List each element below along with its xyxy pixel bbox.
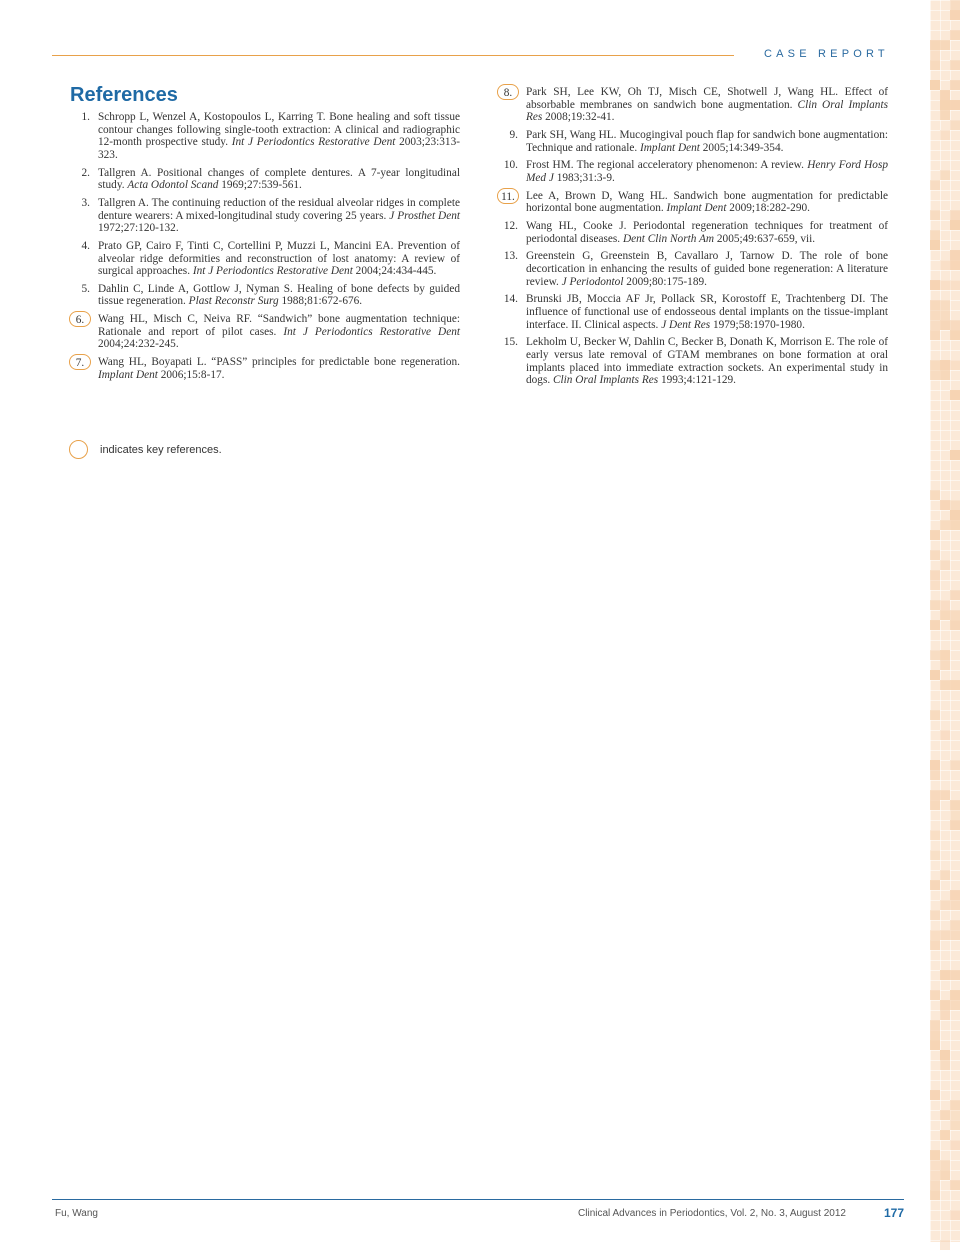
decorative-tile <box>930 1090 940 1100</box>
decorative-tile <box>940 520 950 530</box>
decorative-tile <box>940 660 950 670</box>
decorative-tile <box>930 1170 940 1180</box>
decorative-tile <box>950 1140 960 1150</box>
decorative-tile <box>930 80 940 90</box>
decorative-tile <box>940 1130 950 1140</box>
decorative-tile <box>940 280 950 290</box>
decorative-tile <box>950 820 960 830</box>
decorative-tile <box>950 620 960 630</box>
decorative-tile <box>930 40 940 50</box>
decorative-tile <box>940 930 950 940</box>
decorative-tile <box>930 1160 940 1170</box>
reference-text: Lekholm U, Becker W, Dahlin C, Becker B, Donath K, Morrison E. The role of early versus late removal of GTAM membranes on bone formation at oral implants placed into immediate extraction sockets. An experimental study in dogs. Clin Oral Implants Res 1993;4:121-129. <box>526 336 888 387</box>
footer-journal-citation: Clinical Advances in Periodontics, Vol. 2, No. 3, August 2012 <box>578 1208 846 1219</box>
decorative-tile <box>950 10 960 20</box>
decorative-tile <box>940 610 950 620</box>
decorative-tile <box>950 450 960 460</box>
decorative-tile <box>950 760 960 770</box>
reference-text: Greenstein G, Greenstein B, Cavallaro J, Tarnow D. The role of bone decortication in enhancing the results of guided bone regeneration: A literature review. J Periodontol 2009;80:175-189. <box>526 250 888 288</box>
decorative-tile <box>940 110 950 120</box>
decorative-tile <box>950 1100 960 1110</box>
decorative-tile <box>950 610 960 620</box>
reference-item <box>70 111 460 161</box>
reference-text: Wang HL, Misch C, Neiva RF. “Sandwich” bone augmentation technique: Rationale and report of pilot cases. Int J Periodontics Restorative Dent 2004;24:232-245. <box>98 313 461 351</box>
decorative-tile <box>940 40 950 50</box>
decorative-tile <box>940 730 950 740</box>
reference-text: Schropp L, Wenzel A, Kostopoulos L, Karring T. Bone healing and soft tissue contour changes following single-tooth extraction: A clinical and radiographic 12-month prospective study. Int J Periodontics Restorative Dent 2003;23:313-323. <box>98 111 460 161</box>
key-references-legend <box>69 440 222 459</box>
decorative-tile <box>930 490 940 500</box>
reference-text: Tallgren A. The continuing reduction of the residual alveolar ridges in complete denture wearers: A mixed-longitudinal study covering 25 years. J Prosthet Dent 1972;27:120-132. <box>98 196 460 235</box>
reference-number: 10. <box>503 159 518 172</box>
decorative-tile <box>930 760 940 770</box>
reference-number: 15. <box>503 336 518 349</box>
decorative-tile <box>930 670 940 680</box>
decorative-tile <box>950 890 960 900</box>
reference-text: Brunski JB, Moccia AF Jr, Pollack SR, Korostoff E, Trachtenberg DI. The influence of functional use of endosseous dental implants on the tissue-implant interface. II. Clinical aspects. J Dent Res 1979;58:1970-1980. <box>526 293 888 331</box>
decorative-tile <box>930 240 940 250</box>
decorative-tile <box>930 1150 940 1160</box>
decorative-tile <box>950 210 960 220</box>
decorative-tile <box>940 1010 950 1020</box>
reference-text: Lee A, Brown D, Wang HL. Sandwich bone augmentation for predictable horizontal bone augmentation. Implant Dent 2009;18:282-290. <box>526 189 888 215</box>
decorative-tile <box>950 100 960 110</box>
decorative-tile <box>950 810 960 820</box>
decorative-tile <box>930 580 940 590</box>
references-heading: References <box>70 84 178 106</box>
reference-text: Park SH, Lee KW, Oh TJ, Misch CE, Shotwell J, Wang HL. Effect of absorbable membranes on sandwich bone augmentation. Clin Oral Implants Res 2008;19:32-41. <box>526 86 888 124</box>
reference-number: 12. <box>503 220 518 233</box>
decorative-tile <box>930 280 940 290</box>
decorative-tile <box>930 50 940 60</box>
decorative-tile <box>930 990 940 1000</box>
reference-number: 3. <box>81 196 90 209</box>
decorative-tile <box>950 220 960 230</box>
decorative-tile <box>950 390 960 400</box>
key-reference-circle-icon <box>69 440 88 459</box>
decorative-tile <box>950 330 960 340</box>
page-number: 177 <box>883 1206 904 1220</box>
reference-item <box>498 129 888 154</box>
decorative-tile <box>930 600 940 610</box>
decorative-tile <box>950 680 960 690</box>
decorative-tile <box>950 1000 960 1010</box>
decorative-tile <box>930 830 940 840</box>
decorative-tile <box>950 250 960 260</box>
decorative-tile <box>930 530 940 540</box>
decorative-tile <box>940 130 950 140</box>
reference-item <box>70 197 460 235</box>
decorative-tile <box>940 650 950 660</box>
reference-item <box>498 159 888 184</box>
footer-authors: Fu, Wang <box>55 1208 98 1219</box>
decorative-tile <box>950 800 960 810</box>
decorative-tile <box>950 1180 960 1190</box>
references-right-column <box>498 86 888 392</box>
decorative-tile <box>930 1180 940 1190</box>
decorative-tile <box>930 930 940 940</box>
decorative-tile <box>940 360 950 370</box>
decorative-tile <box>930 650 940 660</box>
reference-number: 5. <box>81 282 90 295</box>
decorative-tile <box>940 870 950 880</box>
reference-text: Tallgren A. Positional changes of complete dentures. A 7-year longitudinal study. Acta Odontol Scand 1969;27:539-561. <box>98 166 460 192</box>
decorative-tile <box>930 800 940 810</box>
decorative-tile <box>940 310 950 320</box>
decorative-tile <box>950 280 960 290</box>
reference-item <box>70 283 460 308</box>
decorative-tile <box>940 560 950 570</box>
decorative-tile <box>930 710 940 720</box>
section-label: CASE REPORT <box>764 48 889 60</box>
reference-text: Prato GP, Cairo F, Tinti C, Cortellini P, Muzzi L, Mancini EA. Prevention of alveolar ridge deformities and reconstruction of lost anatomy: A review of surgical approaches. Int J Periodontics Restorative Dent 2004;24:434-445. <box>98 239 460 278</box>
key-reference-number: 11. <box>497 188 519 204</box>
key-reference-number: 6. <box>69 311 91 327</box>
decorative-tile <box>950 500 960 510</box>
decorative-tile <box>940 1050 950 1060</box>
decorative-tile <box>940 170 950 180</box>
decorative-tile <box>940 1060 950 1070</box>
decorative-tile <box>950 260 960 270</box>
reference-text: Frost HM. The regional acceleratory phenomenon: A review. Henry Ford Hosp Med J 1983;31:3-9. <box>526 159 888 184</box>
decorative-tile <box>930 370 940 380</box>
reference-item <box>498 293 888 331</box>
decorative-tile <box>930 790 940 800</box>
decorative-tile <box>950 920 960 930</box>
decorative-tile <box>930 880 940 890</box>
decorative-tile <box>930 180 940 190</box>
decorative-tile <box>930 230 940 240</box>
decorative-tile <box>940 1000 950 1010</box>
decorative-tile <box>930 850 940 860</box>
reference-item <box>70 240 460 278</box>
decorative-side-strip <box>930 0 960 1242</box>
decorative-tile <box>930 570 940 580</box>
reference-item <box>70 356 460 381</box>
reference-item <box>70 167 460 192</box>
decorative-tile <box>930 360 940 370</box>
reference-number: 4. <box>81 239 90 252</box>
decorative-tile <box>950 1120 960 1130</box>
reference-text: Dahlin C, Linde A, Gottlow J, Nyman S. Healing of bone defects by guided tissue regeneration. Plast Reconstr Surg 1988;81:672-676. <box>98 282 460 308</box>
reference-text: Wang HL, Boyapati L. “PASS” principles for predictable bone regeneration. Implant Dent 2006;15:8-17. <box>98 356 460 381</box>
decorative-tile <box>930 60 940 70</box>
decorative-tile <box>950 510 960 520</box>
decorative-tile <box>930 330 940 340</box>
decorative-tile <box>930 1030 940 1040</box>
decorative-tile <box>950 360 960 370</box>
decorative-tile <box>930 1020 940 1030</box>
key-reference-number: 7. <box>69 354 91 370</box>
decorative-tile <box>950 1110 960 1120</box>
decorative-tile <box>940 1160 950 1170</box>
reference-item <box>498 190 888 215</box>
reference-item <box>498 336 888 386</box>
decorative-tile <box>940 260 950 270</box>
decorative-tile <box>950 520 960 530</box>
legend-label: indicates key references. <box>100 443 222 456</box>
decorative-tile <box>930 620 940 630</box>
decorative-tile <box>950 0 960 10</box>
decorative-tile <box>950 970 960 980</box>
decorative-tile <box>940 370 950 380</box>
reference-number: 1. <box>81 111 90 123</box>
decorative-tile <box>950 990 960 1000</box>
decorative-tile <box>940 790 950 800</box>
decorative-tile <box>930 910 940 920</box>
header-rule <box>52 55 734 56</box>
decorative-tile <box>930 300 940 310</box>
decorative-tile <box>940 300 950 310</box>
decorative-tile <box>930 320 940 330</box>
reference-number: 13. <box>503 250 518 263</box>
decorative-tile <box>950 590 960 600</box>
decorative-tile <box>930 310 940 320</box>
reference-item <box>498 220 888 245</box>
decorative-tile <box>950 930 960 940</box>
decorative-tile <box>950 30 960 40</box>
references-left-column <box>70 111 460 387</box>
decorative-tile <box>940 600 950 610</box>
footer-rule <box>52 1199 904 1200</box>
reference-item <box>498 250 888 288</box>
decorative-tile <box>930 1040 940 1050</box>
decorative-tile <box>930 550 940 560</box>
reference-item <box>70 313 460 351</box>
decorative-tile <box>930 940 940 950</box>
reference-number: 9. <box>509 128 518 141</box>
reference-text: Park SH, Wang HL. Mucogingival pouch flap for sandwich bone augmentation: Technique and rationale. Implant Dent 2005;14:349-354. <box>526 128 888 154</box>
decorative-tile <box>940 1170 950 1180</box>
decorative-tile <box>940 970 950 980</box>
reference-text: Wang HL, Cooke J. Periodontal regeneration techniques for treatment of periodontal diseases. Dent Clin North Am 2005;49:637-659, vii. <box>526 220 888 245</box>
reference-number: 2. <box>81 166 90 179</box>
decorative-tile <box>930 1190 940 1200</box>
decorative-tile <box>950 900 960 910</box>
decorative-tile <box>940 500 950 510</box>
decorative-tile <box>940 680 950 690</box>
decorative-tile <box>940 320 950 330</box>
decorative-tile <box>940 90 950 100</box>
decorative-tile <box>950 120 960 130</box>
decorative-tile <box>930 770 940 780</box>
decorative-tile <box>940 100 950 110</box>
reference-number: 14. <box>503 293 518 306</box>
decorative-tile <box>950 80 960 90</box>
decorative-tile <box>930 210 940 220</box>
decorative-tile <box>950 1210 960 1220</box>
decorative-tile <box>940 1110 950 1120</box>
decorative-tile <box>940 900 950 910</box>
decorative-tile <box>950 320 960 330</box>
reference-item <box>498 86 888 124</box>
key-reference-number: 8. <box>497 84 519 100</box>
decorative-tile <box>950 60 960 70</box>
